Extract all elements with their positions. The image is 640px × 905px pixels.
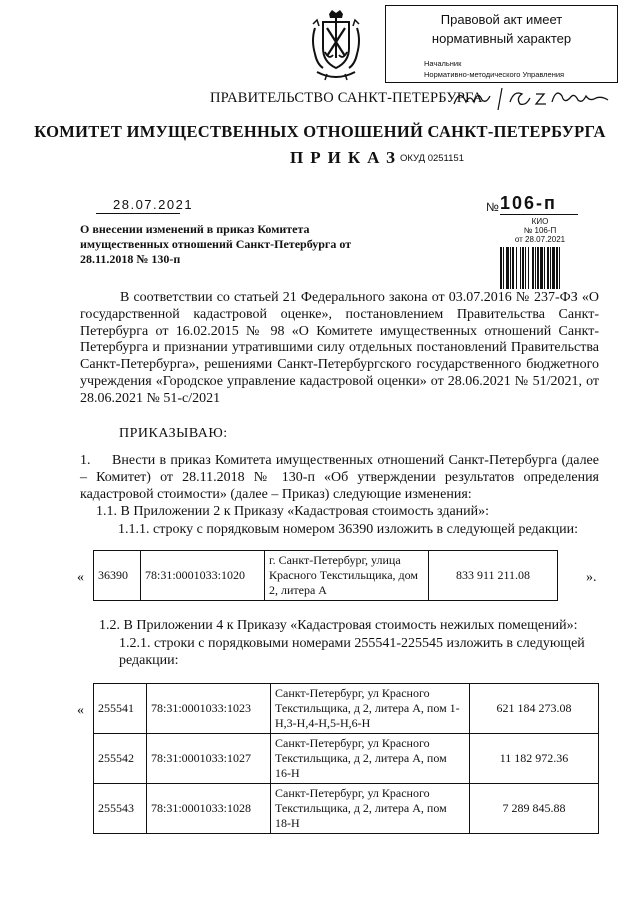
stamp-sub-2: Нормативно-методического Управления: [424, 70, 565, 79]
government-header: ПРАВИТЕЛЬСТВО САНКТ-ПЕТЕРБУРГА: [210, 90, 483, 106]
barcode-bar: [552, 247, 555, 289]
item-1-2: 1.2. В Приложении 4 к Приказу «Кадастровая стоимость нежилых помещений»:: [99, 618, 578, 633]
cell-cadastral-value: 833 911 211.08: [429, 551, 558, 601]
cell-row-number: 255541: [94, 684, 147, 734]
stamp-line-1: Правовой акт имеет: [440, 12, 563, 27]
barcode-bar: [522, 247, 524, 289]
number-underline: [500, 214, 578, 215]
registration-stamp: [500, 217, 580, 244]
barcode-bar: [525, 247, 526, 289]
cell-cadastral-number: 78:31:0001033:1027: [147, 734, 271, 784]
cell-cadastral-number: 78:31:0001033:1020: [141, 551, 265, 601]
okud-code: ОКУД 0251151: [400, 153, 464, 164]
stamp-line-2: нормативный характер: [431, 31, 572, 46]
kio-line-3: от 28.07.2021: [514, 235, 566, 244]
coat-of-arms-emblem: [307, 8, 365, 84]
cell-address: Санкт-Петербург, ул Красного Текстильщика, д 2, литера А, пом 1-Н,3-Н,4-Н,5-Н,6-Н: [271, 684, 470, 734]
item-1-1: 1.1. В Приложении 2 к Приказу «Кадастровая стоимость зданий»:: [96, 504, 490, 519]
table-buildings: [93, 550, 558, 601]
barcode-bar: [532, 247, 534, 289]
barcode-bar: [547, 247, 549, 289]
barcode-bar: [503, 247, 504, 289]
barcode-bar: [510, 247, 511, 289]
cell-row-number: 255543: [94, 784, 147, 834]
barcode-bar: [544, 247, 545, 289]
table-premises: [93, 683, 599, 834]
document-number: 106-п: [500, 193, 557, 213]
item-1-1-1: 1.1.1. строку с порядковым номером 36390 изложить в следующей редакции:: [118, 522, 579, 537]
date-underline: [96, 213, 180, 214]
cell-cadastral-number: 78:31:0001033:1023: [147, 684, 271, 734]
open-quote-2: «: [77, 703, 84, 718]
kio-line-1: КИО: [531, 217, 549, 226]
cell-row-number: 255542: [94, 734, 147, 784]
cell-cadastral-number: 78:31:0001033:1028: [147, 784, 271, 834]
normative-act-stamp: [385, 5, 618, 83]
handwritten-signature: [452, 82, 612, 112]
barcode-bar: [559, 247, 560, 289]
barcode-bar: [500, 247, 502, 289]
cell-address: Санкт-Петербург, ул Красного Текстильщика, д 2, литера А, пом 18-Н: [271, 784, 470, 834]
barcode-bar: [528, 247, 529, 289]
item-1-number: 1.: [80, 453, 91, 468]
cell-cadastral-value: 11 182 972.36: [470, 734, 599, 784]
close-quote-1: ».: [586, 570, 597, 585]
barcode-bar: [537, 247, 539, 289]
table-row: [94, 684, 599, 734]
cell-cadastral-value: 7 289 845.88: [470, 784, 599, 834]
barcode-bar: [550, 247, 551, 289]
document-date: 28.07.2021: [113, 197, 194, 212]
table-row: [94, 784, 599, 834]
item-1-text: Внести в приказ Комитета имущественных отношений Санкт-Петербурга (далее – Комитет) от 28.11.2018 № 130-п «Об утверждении результатов определения кадастровой стоимости» (далее – Приказ) следующие изменения:: [80, 453, 599, 502]
table-row: [94, 734, 599, 784]
cell-cadastral-value: 621 184 273.08: [470, 684, 599, 734]
cell-address: Санкт-Петербург, ул Красного Текстильщика, д 2, литера А, пом 16-Н: [271, 734, 470, 784]
document-type: ПРИКАЗ: [290, 148, 402, 167]
item-1-2-1: 1.2.1. строки с порядковыми номерами 255541-225545 изложить в следующей: [119, 636, 585, 651]
number-sign: №: [486, 200, 499, 214]
barcode-bar: [540, 247, 543, 289]
barcode-bar: [520, 247, 521, 289]
cell-address: г. Санкт-Петербург, улица Красного Текстильщика, дом 2, литера А: [265, 551, 429, 601]
stamp-sub-1: Начальник: [424, 59, 462, 68]
kio-line-2: № 106-П: [523, 226, 557, 235]
order-word: ПРИКАЗЫВАЮ:: [119, 426, 228, 441]
committee-title: КОМИТЕТ ИМУЩЕСТВЕННЫХ ОТНОШЕНИЙ САНКТ-ПЕТЕРБУРГА: [34, 122, 606, 141]
barcode-bar: [556, 247, 558, 289]
item-1-2-1-cont: редакции:: [119, 653, 179, 668]
cell-row-number: 36390: [94, 551, 141, 601]
barcode: [500, 247, 582, 289]
barcode-bar: [506, 247, 509, 289]
preamble-paragraph: В соответствии со статьей 21 Федерального закона от 03.07.2016 № 237-ФЗ «О государственной кадастровой оценке», постановлением Правительства Санкт-Петербурга от 16.02.2015 № 98 «О Комитете имущественных отношений Санкт-Петербурга и признании утратившими силу отдельных постановлений Правительства Санкт-Петербурга», решениями Санкт-Петербургского государственного бюджетного учреждения «Городское управление кадастровой оценки» от 28.06.2021 № 51/2021, от 28.06.2021 № 51-с/2021: [80, 290, 599, 406]
barcode-bar: [535, 247, 536, 289]
table-row: [94, 551, 558, 601]
barcode-bar: [516, 247, 517, 289]
open-quote-1: «: [77, 570, 84, 585]
item-1: [80, 453, 599, 503]
order-subject: О внесении изменений в приказ Комитета имущественных отношений Санкт-Петербурга от 28.11.2018 № 130-п: [80, 222, 352, 266]
barcode-bar: [512, 247, 514, 289]
